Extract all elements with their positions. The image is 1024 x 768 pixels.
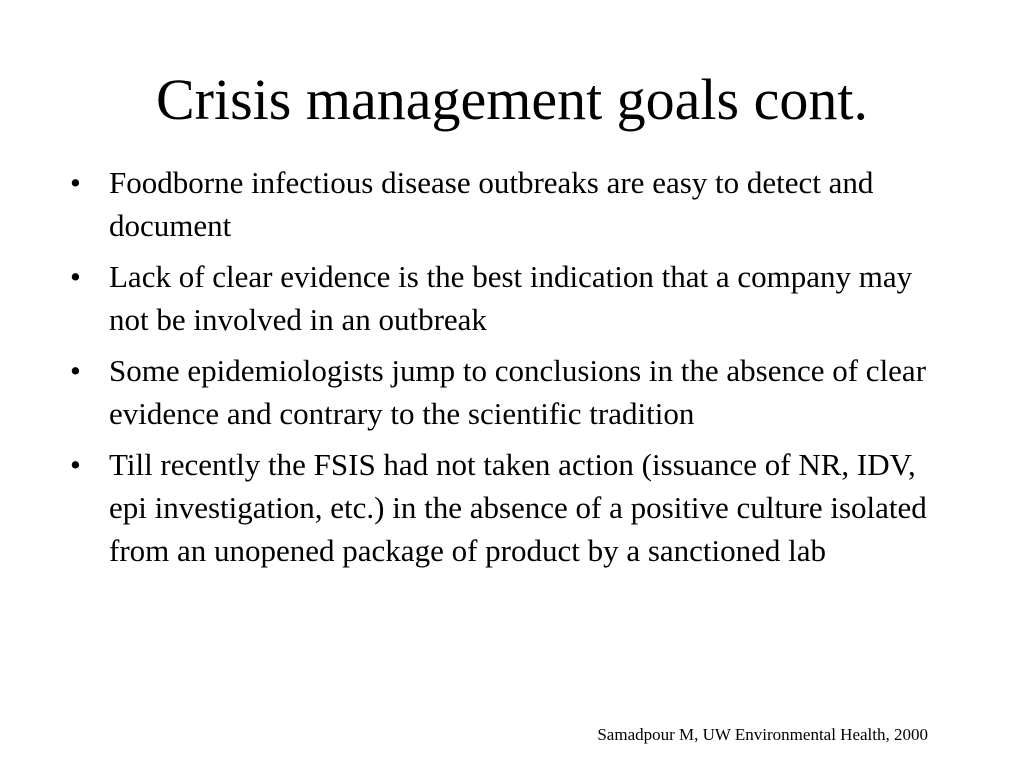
bullet-item (70, 255, 950, 341)
bullet-item (70, 349, 950, 435)
bullet-item (70, 161, 950, 247)
bullet-icon: • (70, 259, 81, 294)
citation-footer: Samadpour M, UW Environmental Health, 2000 (597, 725, 928, 744)
bullet-list (70, 161, 950, 580)
bullet-text: Foodborne infectious disease outbreaks are easy to detect and document (109, 165, 874, 243)
bullet-icon: • (70, 353, 81, 388)
bullet-text: Some epidemiologists jump to conclusions in the absence of clear evidence and contrary to the scientific tradition (109, 353, 927, 431)
bullet-item (70, 443, 950, 572)
slide-title: Crisis management goals cont. (156, 67, 868, 132)
bullet-icon: • (70, 447, 81, 482)
bullet-icon: • (70, 165, 81, 200)
bullet-text: Lack of clear evidence is the best indication that a company may not be involved in an outbreak (109, 259, 913, 337)
bullet-text: Till recently the FSIS had not taken action (issuance of NR, IDV, epi investigation, etc.) in the absence of a positive culture isolated from an unopened package of product by a sanctioned lab (109, 447, 927, 568)
